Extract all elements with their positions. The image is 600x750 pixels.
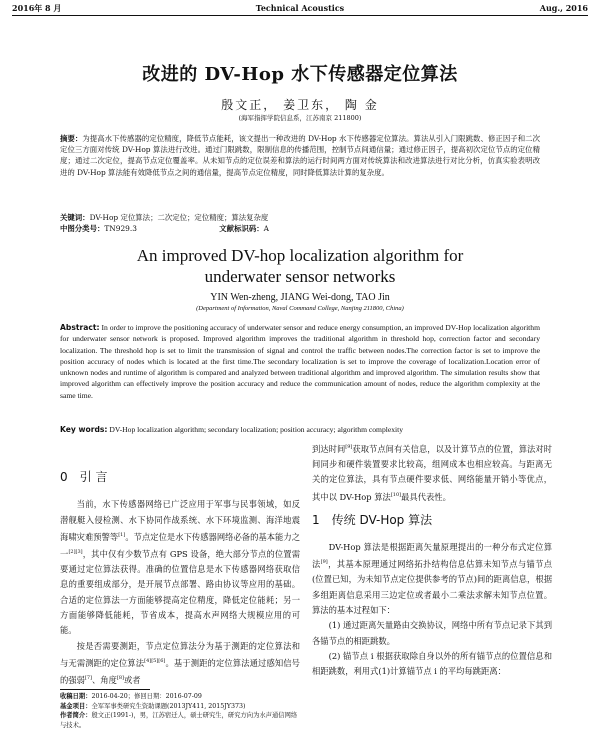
body-left-column bbox=[60, 470, 300, 688]
abstract-en-text: In order to improve the positioning accuracy of underwater sensor and reduce energy consumption, an improved DV-Hop localization algorithm for underwater sensor network is proposed. Improved algorithm improves the traditional algorithm in threshold hop, correction factor and secondary localization. The threshold hop is set to limit the transmission of signal and control the traffic between nodes.The correction factor is set to improve the position accuracy of nodes which is located at the first time.The secondary localization is set to improve the coverage of localization.Location error of unknown nodes and runtime of algorithm is compared and analyzed between traditional algorithm and improved algorithm. The simulation results show that improved algorithm can effectively improve the position accuracy and reduce the communication amount of nodes, reduce the algorithm complexity at the same time. bbox=[60, 323, 540, 400]
keywords-zh-text: DV-Hop 定位算法；二次定位；定位精度；算法复杂度 bbox=[89, 213, 269, 222]
clc-label: 中图分类号： bbox=[60, 224, 105, 233]
section-0-heading: 0 引 言 bbox=[60, 470, 108, 484]
footnote-received-label: 收稿日期： bbox=[60, 693, 92, 700]
keywords-en-text: DV-Hop localization algorithm; secondary localization; position accuracy; algorithm complexity bbox=[109, 425, 404, 434]
citation: [1] bbox=[118, 531, 126, 538]
intro-cont-text-a: 到达时间 bbox=[312, 443, 346, 454]
citation: [8] bbox=[116, 674, 124, 681]
abstract-zh bbox=[60, 133, 540, 178]
footnote-fund bbox=[60, 702, 300, 712]
footnote-fund-label: 基金项目： bbox=[60, 702, 92, 710]
header-date-zh: 2016年 8 月 bbox=[12, 3, 62, 13]
keywords-en bbox=[60, 424, 540, 435]
citation: [9] bbox=[320, 559, 328, 566]
intro-p2-text-b: 。基于测距的定位算法通过感知信号的强弱 bbox=[60, 657, 300, 685]
keywords-zh bbox=[60, 212, 540, 223]
footnote-fund-text: 全军军事类研究生资助课题(2013JY411, 2015JY373) bbox=[91, 702, 246, 710]
keywords-zh-label: 关键词： bbox=[60, 213, 90, 222]
citation: [2][3] bbox=[68, 548, 83, 555]
dvhop-step-2: (2) 锚节点 i 根据获取除自身以外的所有锚节点的位置信息和相距跳数，利用式(1)计算锚节点 i 的平均每跳距离： bbox=[312, 650, 552, 677]
doc-code-value: A bbox=[263, 224, 269, 233]
abstract-zh-text: 为提高水下传感器的定位精度，降低节点能耗，该文提出一种改进的 DV-Hop 水下传感器定位算法。算法从引入门限跳数、修正因子和二次定位三方面对传统 DV-Hop 算法进行改进。通过门限跳数，限制信息的传播范围，控制节点间通信量；通过修正因子，提高初次定位节点的定位精度；通过二次定位，提高节点定位覆盖率。从未知节点的定位误差和算法的运行时间两方面对传统算法和改进算法进行对比分析，仿真实验表明改进的 DV-Hop 算法能有效降低节点之间的通信量，提高节点定位精度，同时降低算法计算的复杂度。 bbox=[60, 134, 540, 177]
intro-p1-text-b: 。节点定位是水下传感器网络必备的基本能力之一 bbox=[60, 531, 300, 559]
intro-paragraph-2-cont bbox=[312, 440, 552, 505]
body-right-column bbox=[312, 440, 552, 679]
paper-title-en-line2: underwater sensor networks bbox=[204, 267, 396, 286]
authors-en: YIN Wen-zheng, JIANG Wei-dong, TAO Jin bbox=[210, 292, 390, 303]
paper-title-en bbox=[0, 245, 600, 287]
intro-paragraph-1 bbox=[60, 497, 300, 638]
paper-title-en-line1: An improved DV-hop localization algorithm for bbox=[136, 246, 464, 265]
abstract-en-label: Abstract: bbox=[60, 323, 100, 332]
section-1-heading: 1 传统 DV-Hop 算法 bbox=[312, 512, 433, 527]
affiliation-en: (Department of Information, Naval Command College, Nanjing 211800, China) bbox=[196, 305, 404, 312]
dvhop-p1-text-b: ，其基本原理通过网络拓扑结构信息估算未知节点与锚节点(位置已知，为未知节点定位提供参考的节点)间的距离信息，根据多组距离信息采用三边定位或者最小二乘法求解未知节点位置。算法的基本过程如下： bbox=[312, 559, 552, 615]
header-date-en: Aug., 2016 bbox=[539, 3, 588, 13]
footnote-received bbox=[60, 692, 300, 702]
footnote-divider bbox=[60, 689, 150, 690]
dvhop-p1-text-a: DV-Hop 算法是根据距离矢量原理提出的一种分布式定位算法 bbox=[312, 542, 552, 570]
footnotes bbox=[60, 692, 300, 730]
paper-title-zh: 改进的 DV-Hop 水下传感器定位算法 bbox=[142, 64, 458, 85]
header-divider bbox=[12, 15, 588, 16]
intro-p1-text-c: ，其中仅有少数节点有 GPS 设备，绝大部分节点的位置需要通过定位算法获得。准确的位置信息是水下传感器网络获取信息的重要组成部分，是开展节点部署、路由协议等应用的基础。合适的定位算法一方面能够提高定位精度，降低定位能耗；另一方面能够降低能耗，节省成本，提高水声网络大规模应用的可能。 bbox=[60, 548, 300, 636]
intro-p1-text-a: 当前，水下传感器网络已广泛应用于军事与民事领域，如反潜舰艇入侵检测、水下协同作战系统、水下环境监测、海洋地震海啸灾难预警等 bbox=[60, 499, 300, 542]
intro-p2-text-d: 或者 bbox=[124, 674, 141, 685]
footnote-received-text: 2016-04-20；修回日期：2016-07-09 bbox=[91, 693, 202, 700]
dvhop-paragraph-1 bbox=[312, 540, 552, 618]
intro-paragraph-2 bbox=[60, 639, 300, 688]
dvhop-step-1: (1) 通过距离矢量路由交换协议，网络中所有节点记录下其到各锚节点的相距跳数。 bbox=[312, 620, 552, 646]
classification-zh bbox=[60, 223, 540, 234]
intro-cont-text-b: 获取节点间有关信息，以及计算节点的位置，算法对时间同步和硬件装置要求比较高，组网成本也相应较高。与距离无关的定位算法，具有节点硬件要求低、网络能量开销小等优点，其中以 DV-Hop 算法 bbox=[312, 443, 552, 502]
footnote-author-label: 作者简介： bbox=[60, 712, 92, 720]
authors-zh: 殷文正， 姜卫东， 陶 金 bbox=[221, 98, 379, 112]
clc-value: TN929.3 bbox=[104, 224, 137, 233]
citation: [4][5][6] bbox=[144, 657, 166, 664]
abstract-en bbox=[60, 322, 540, 401]
affiliation-zh: (海军指挥学院信息系，江苏南京 211800) bbox=[238, 114, 362, 122]
doc-code-label: 文献标识码： bbox=[219, 224, 264, 233]
running-header bbox=[12, 3, 588, 15]
intro-p2-text-c: 、角度 bbox=[92, 674, 117, 685]
citation: [9] bbox=[345, 444, 353, 450]
footnote-author-text: 殷文正(1991-)，男，江苏宿迁人，硕士研究生，研究方向为水声通信网络与技术。 bbox=[60, 712, 298, 729]
keywords-en-label: Key words: bbox=[60, 425, 108, 434]
header-journal: Technical Acoustics bbox=[255, 3, 345, 13]
abstract-zh-label: 摘要： bbox=[60, 134, 83, 143]
intro-p2-text-a: 按是否需要测距，节点定位算法分为基于测距的定位算法和与无需测距的定位算法 bbox=[60, 640, 300, 668]
citation: [7] bbox=[84, 674, 92, 681]
intro-cont-text-c: 最具代表性。 bbox=[401, 491, 451, 502]
citation: [10] bbox=[390, 491, 402, 498]
footnote-author bbox=[60, 711, 300, 730]
